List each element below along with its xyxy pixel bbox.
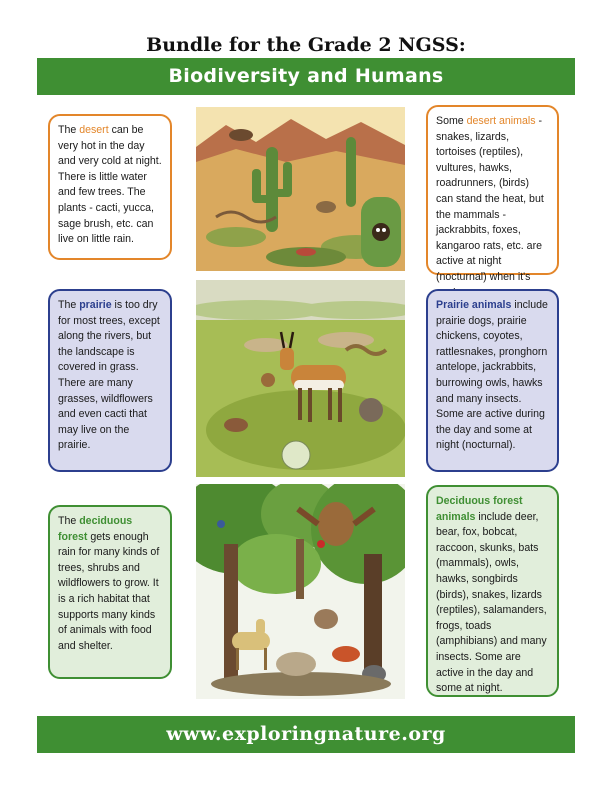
forest-illustration [196,484,405,699]
desert-illustration [196,107,405,271]
desert-animals-text: - snakes, lizards, tortoises (reptiles), vultures, hawks, roadrunners, (birds) can stand the heat, but the mammals - jackrabbits, foxes, kangaroo rats, etc. are active at night (nocturnal) when it's [436,115,544,283]
prairie-info-prefix: The [58,299,80,311]
forest-animals-text: include deer, bear, fox, bobcat, raccoon, skunks, bats (mammals), owls, hawks, songbirds (birds), snakes, lizards (reptiles), salamanders, frogs, toads (amphibians) and many insects. Some are active in the day and some at night. [436,510,547,695]
desert-info-box [48,114,172,260]
forest-info-text: gets enough rain for many kinds of trees, shrubs and wildflowers to grow. It is a rich habitat that supports many kinds of animals with food and shelter. [58,530,160,652]
desert-animals-highlight: desert animals [466,115,536,127]
prairie-info-text: is too dry for most trees, except along the rivers, but the landscape is covered in grass. There are many grasses, wildflowers and even cacti that may live on the prairie. [58,299,160,452]
forest-info-highlight: deciduous forest [58,515,133,543]
desert-animals-box [426,105,559,283]
desert-info-text: can be very hot in the day and very cold at night. There is little water and few trees. The plants - cacti, yucca, sage brush, etc. can live on little rain. [58,124,162,246]
desert-info-prefix: The [58,124,80,136]
prairie-animals-box [426,289,559,472]
page-title: Bundle for the Grade 2 NGSS: [146,34,466,56]
forest-animals-highlight: Deciduous forest animals [436,495,523,523]
forest-info-prefix: The [58,515,80,527]
prairie-animals-highlight: Prairie animals [436,299,512,311]
desert-animals-prefix: Some [436,115,467,127]
prairie-info-highlight: prairie [79,299,112,311]
forest-animals-box [426,485,559,697]
prairie-info-box [48,289,172,472]
forest-info-box [48,505,172,679]
desert-info-highlight: desert [79,124,109,136]
title-banner: Biodiversity and Humans [37,58,575,95]
footer-url: www.exploringnature.org [37,716,575,753]
prairie-animals-text: include prairie dogs, prairie chickens, coyotes, rattlesnakes, pronghorn antelope, jackrabbits, burrowing owls, hawks and many insects. Some are active during the day and some at night (nocturnal). [436,299,548,452]
prairie-illustration [196,280,405,477]
